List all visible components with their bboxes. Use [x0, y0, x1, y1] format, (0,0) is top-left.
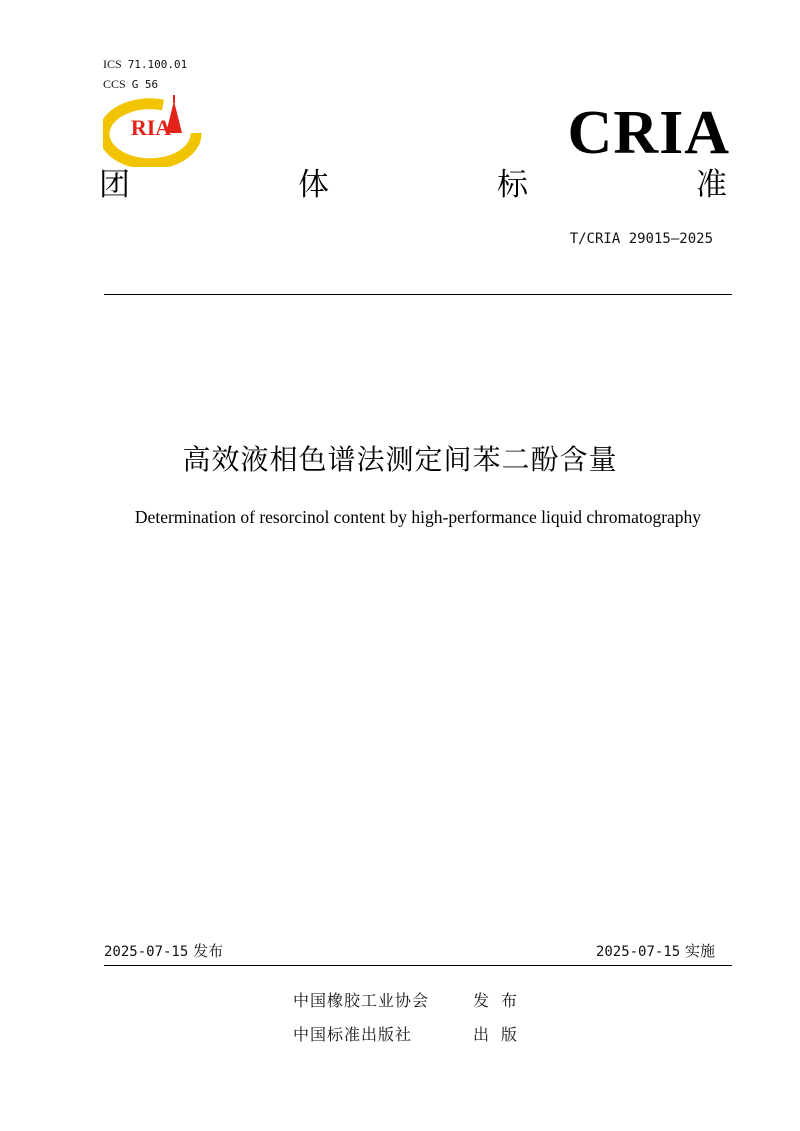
publisher-org: 中国橡胶工业协会 [293, 991, 430, 1010]
ccs-label: CCS [103, 77, 126, 91]
logo-text: RIA [130, 115, 172, 140]
cria-logo-icon [103, 95, 211, 167]
publisher-row [293, 1023, 553, 1047]
doc-type-char: 标 [497, 167, 528, 203]
title-chinese: 高效液相色谱法测定间苯二酚含量 [182, 443, 618, 476]
document-type [99, 165, 727, 205]
ics-code: 71.100.01 [127, 58, 188, 71]
implement-date: 2025-07-15 [595, 944, 681, 960]
bottom-divider [104, 965, 732, 966]
issue-date: 2025-07-15 [104, 944, 189, 960]
brand-wordmark: CRIA [567, 99, 730, 167]
title-english: Determination of resorcinol content by high-performance liquid chromatography [134, 507, 702, 527]
ccs-code-line [103, 77, 158, 92]
ccs-code: G 56 [131, 78, 159, 91]
standard-number: T/CRIA 29015—2025 [569, 231, 713, 247]
implement-date-line [500, 940, 715, 963]
top-divider [104, 294, 732, 295]
publisher-org: 中国标准出版社 [293, 1025, 413, 1044]
issue-label: 发布 [193, 942, 224, 960]
implement-label: 实施 [684, 942, 715, 960]
publisher-action: 发布 [473, 991, 530, 1010]
publisher-action: 出版 [473, 1025, 530, 1044]
ics-code-line [103, 57, 187, 72]
doc-type-char: 团 [99, 167, 130, 203]
publisher-row [293, 989, 553, 1013]
doc-type-char: 准 [696, 167, 727, 203]
issue-date-line [104, 940, 223, 963]
doc-type-char: 体 [298, 167, 329, 203]
ics-label: ICS [103, 57, 122, 71]
